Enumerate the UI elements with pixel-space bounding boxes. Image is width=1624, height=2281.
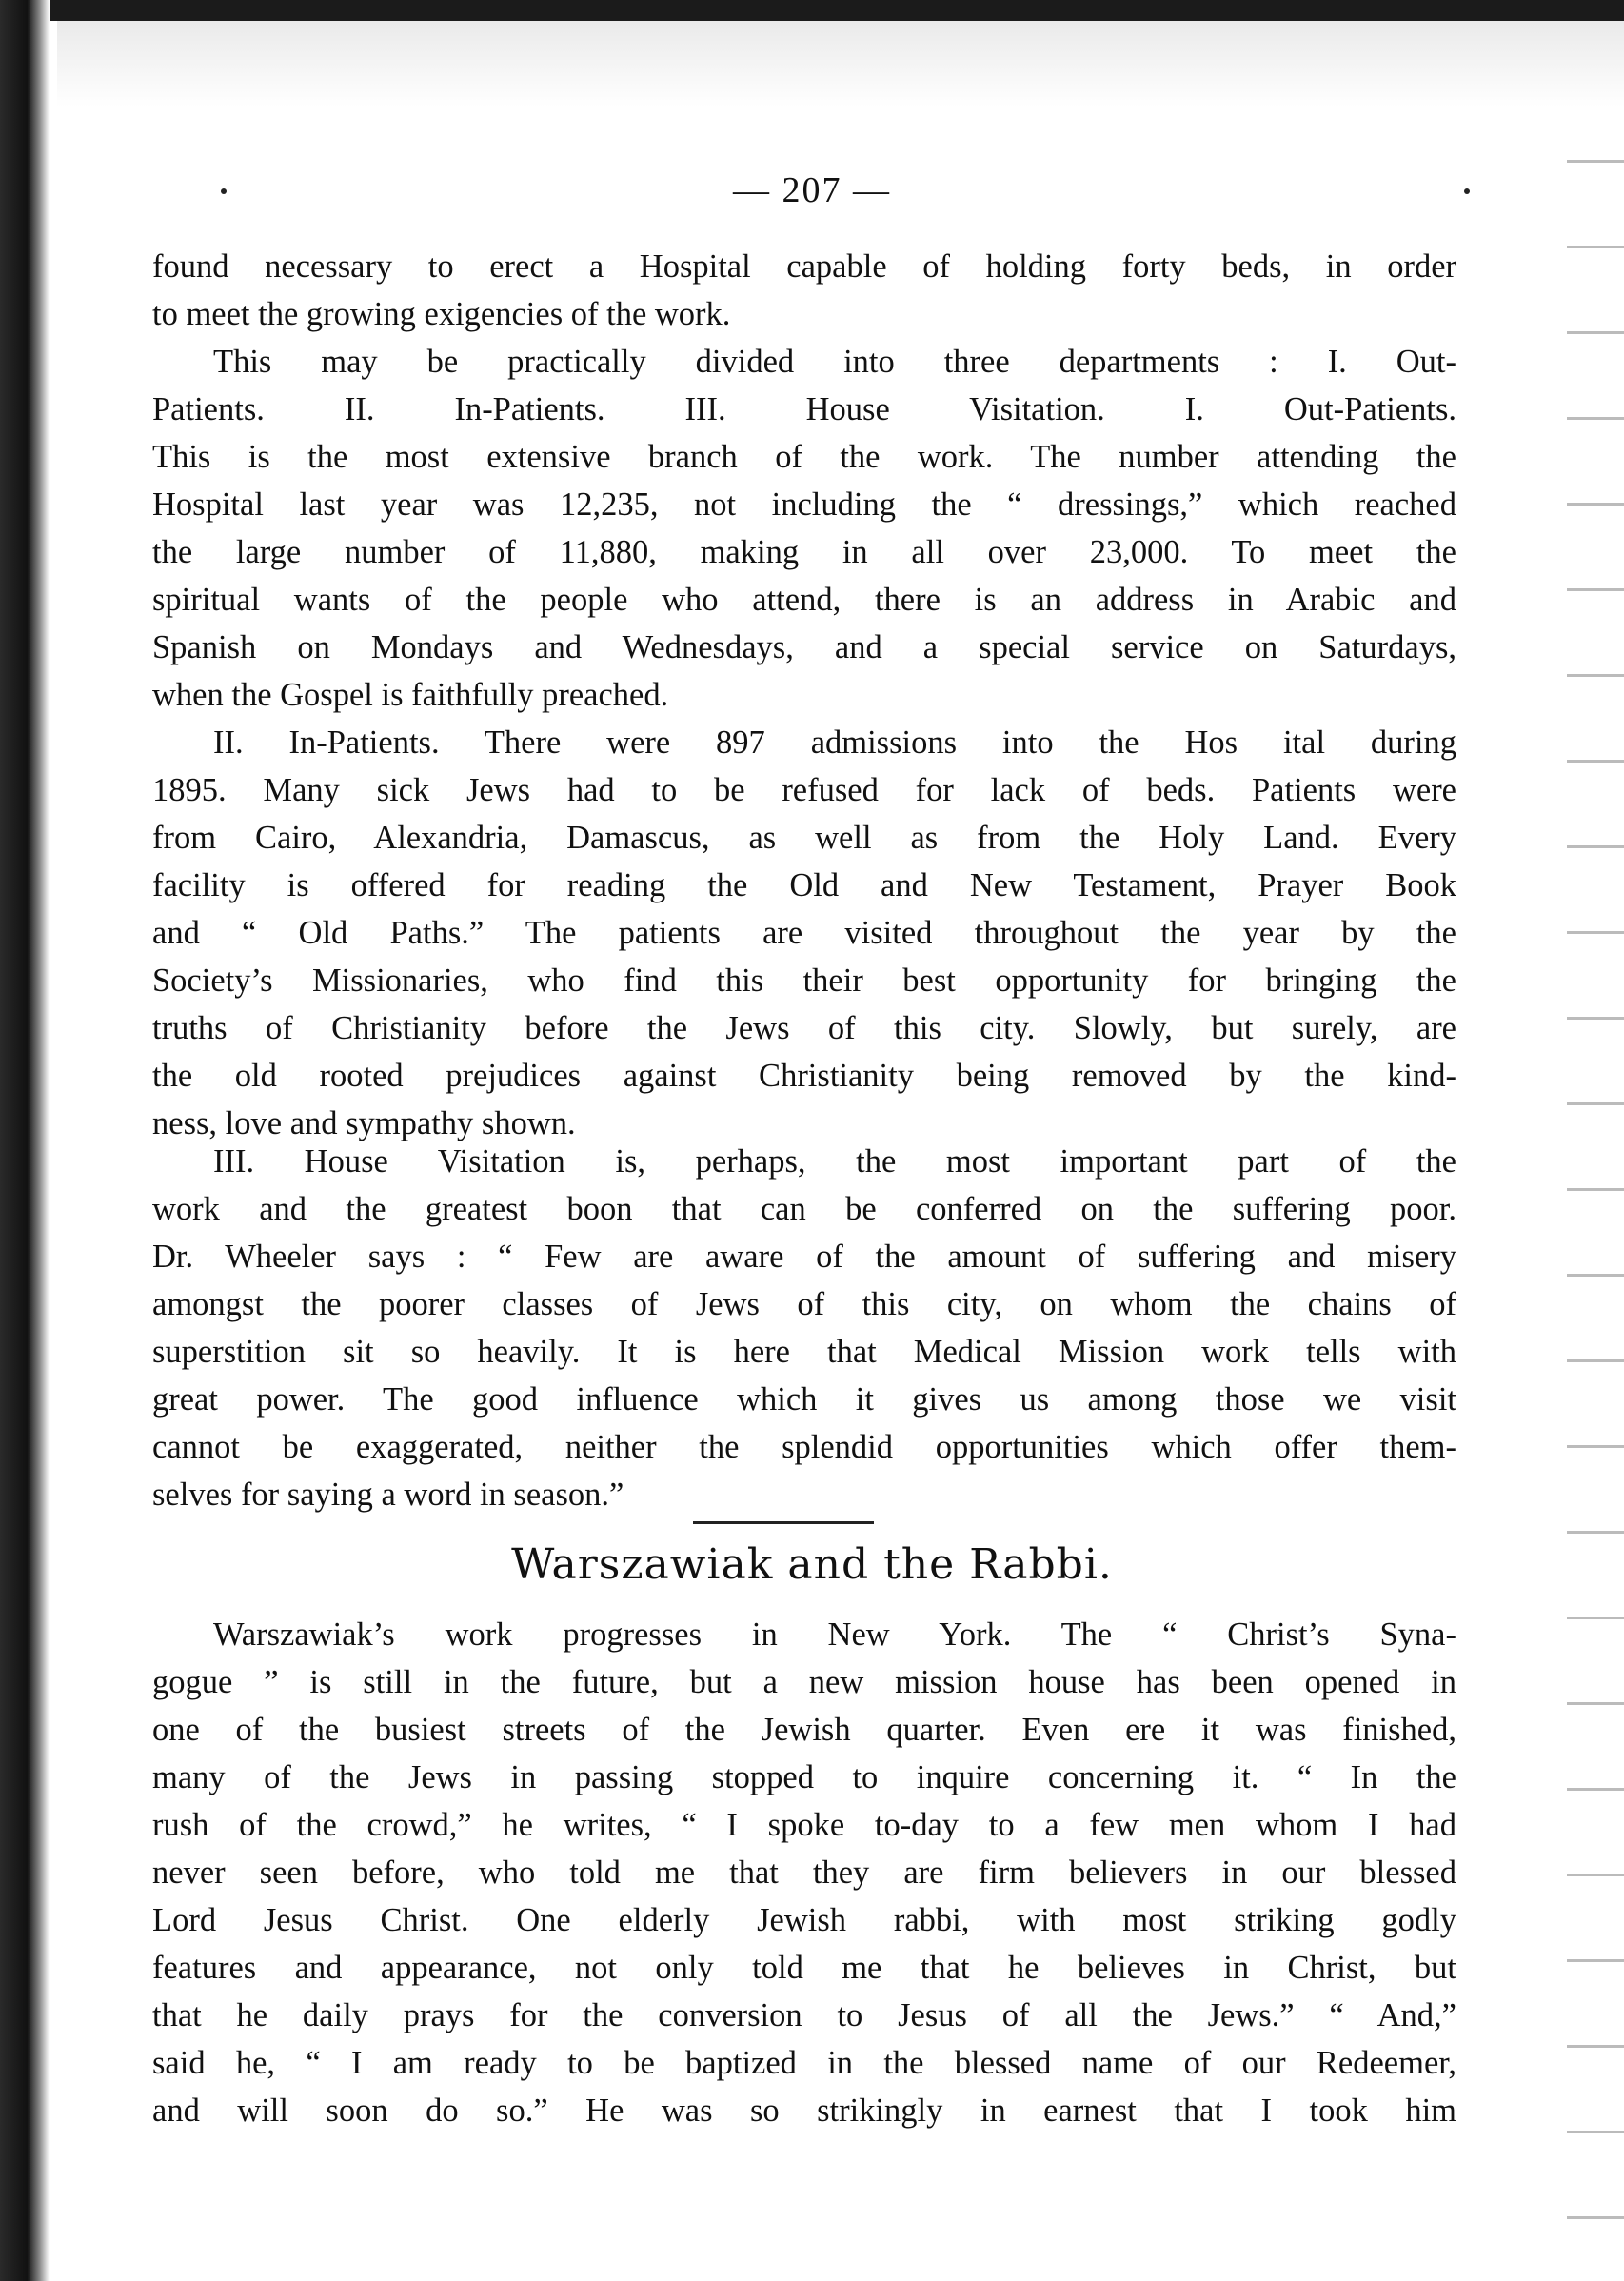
scan-right-specks [1567,124,1624,2275]
text-line: ness, love and sympathy shown. [152,1105,576,1141]
text-line: great power. The good influence which it gives us among those we visit [152,1381,1456,1418]
text-line: that he daily prays for the conversion to Jesus of all the Jews.” “ And,” [152,1997,1456,2033]
text-line: truths of Christianity before the Jews of this city. Slowly, but surely, are [152,1010,1456,1046]
text-line: 1895. Many sick Jews had to be refused for lack of beds. Patients were [152,772,1456,808]
text-line: II. In-Patients. There were 897 admissions into the Hos ital during [213,724,1456,761]
text-line: work and the greatest boon that can be conferred on the suffering poor. [152,1191,1456,1227]
text-line: many of the Jews in passing stopped to inquire concerning it. “ In the [152,1759,1456,1795]
text-line: This may be practically divided into three departments : I. Out- [213,344,1456,380]
text-line: features and appearance, not only told me that he believes in Christ, but [152,1950,1456,1986]
text-line: one of the busiest streets of the Jewish quarter. Even ere it was finished, [152,1712,1456,1748]
text-line: and will soon do so.” He was so strikingly in earnest that I took him [152,2093,1456,2129]
paragraph-3 [152,719,1456,1147]
section-heading: Warszawiak and the Rabbi. [511,1540,1113,1589]
text-line: III. House Visitation is, perhaps, the most important part of the [213,1143,1456,1180]
text-line: said he, “ I am ready to be baptized in the blessed name of our Redeemer, [152,2045,1456,2081]
text-line: Warszawiak’s work progresses in New York. The “ Christ’s Syna- [213,1617,1456,1653]
text-line: amongst the poorer classes of Jews of this city, on whom the chains of [152,1286,1456,1322]
text-line: Lord Jesus Christ. One elderly Jewish rabbi, with most striking godly [152,1902,1456,1938]
text-line: when the Gospel is faithfully preached. [152,677,669,713]
text-line: Dr. Wheeler says : “ Few are aware of the amount of suffering and misery [152,1239,1456,1275]
text-line: from Cairo, Alexandria, Damascus, as well as from the Holy Land. Every [152,820,1456,856]
text-line: Patients. II. In-Patients. III. House Visitation. I. Out-Patients. [152,391,1456,427]
text-line: and “ Old Paths.” The patients are visited throughout the year by the [152,915,1456,951]
scan-left-edge [0,0,50,2281]
text-line: Spanish on Mondays and Wednesdays, and a special service on Saturdays, [152,629,1456,665]
paragraph-1 [152,243,1456,338]
text-line: the large number of 11,880, making in all over 23,000. To meet the [152,534,1456,570]
paragraph-4 [152,1138,1456,1518]
text-line: never seen before, who told me that they are firm believers in our blessed [152,1855,1456,1891]
text-line: selves for saying a word in season.” [152,1477,624,1513]
text-line: cannot be exaggerated, neither the splendid opportunities which offer them- [152,1429,1456,1465]
text-line: gogue ” is still in the future, but a new mission house has been opened in [152,1664,1456,1700]
scan-top-speckle [57,21,1624,107]
text-line: to meet the growing exigencies of the work. [152,296,731,332]
scan-top-edge [0,0,1624,21]
paragraph-2 [152,338,1456,719]
text-line: rush of the crowd,” he writes, “ I spoke to-day to a few men whom I had [152,1807,1456,1843]
text-line: This is the most extensive branch of the work. The number attending the [152,439,1456,475]
text-line: facility is offered for reading the Old and New Testament, Prayer Book [152,867,1456,903]
text-line: the old rooted prejudices against Christianity being removed by the kind- [152,1058,1456,1094]
text-line: found necessary to erect a Hospital capable of holding forty beds, in order [152,248,1456,285]
section-paragraph [152,1611,1456,2134]
text-line: spiritual wants of the people who attend, there is an address in Arabic and [152,582,1456,618]
text-line: Hospital last year was 12,235, not including the “ dressings,” which reached [152,486,1456,523]
page-number: — 207 — [733,170,891,210]
text-line: superstition sit so heavily. It is here that Medical Mission work tells with [152,1334,1456,1370]
text-line: Society’s Missionaries, who find this their best opportunity for bringing the [152,962,1456,999]
section-divider [693,1521,874,1524]
